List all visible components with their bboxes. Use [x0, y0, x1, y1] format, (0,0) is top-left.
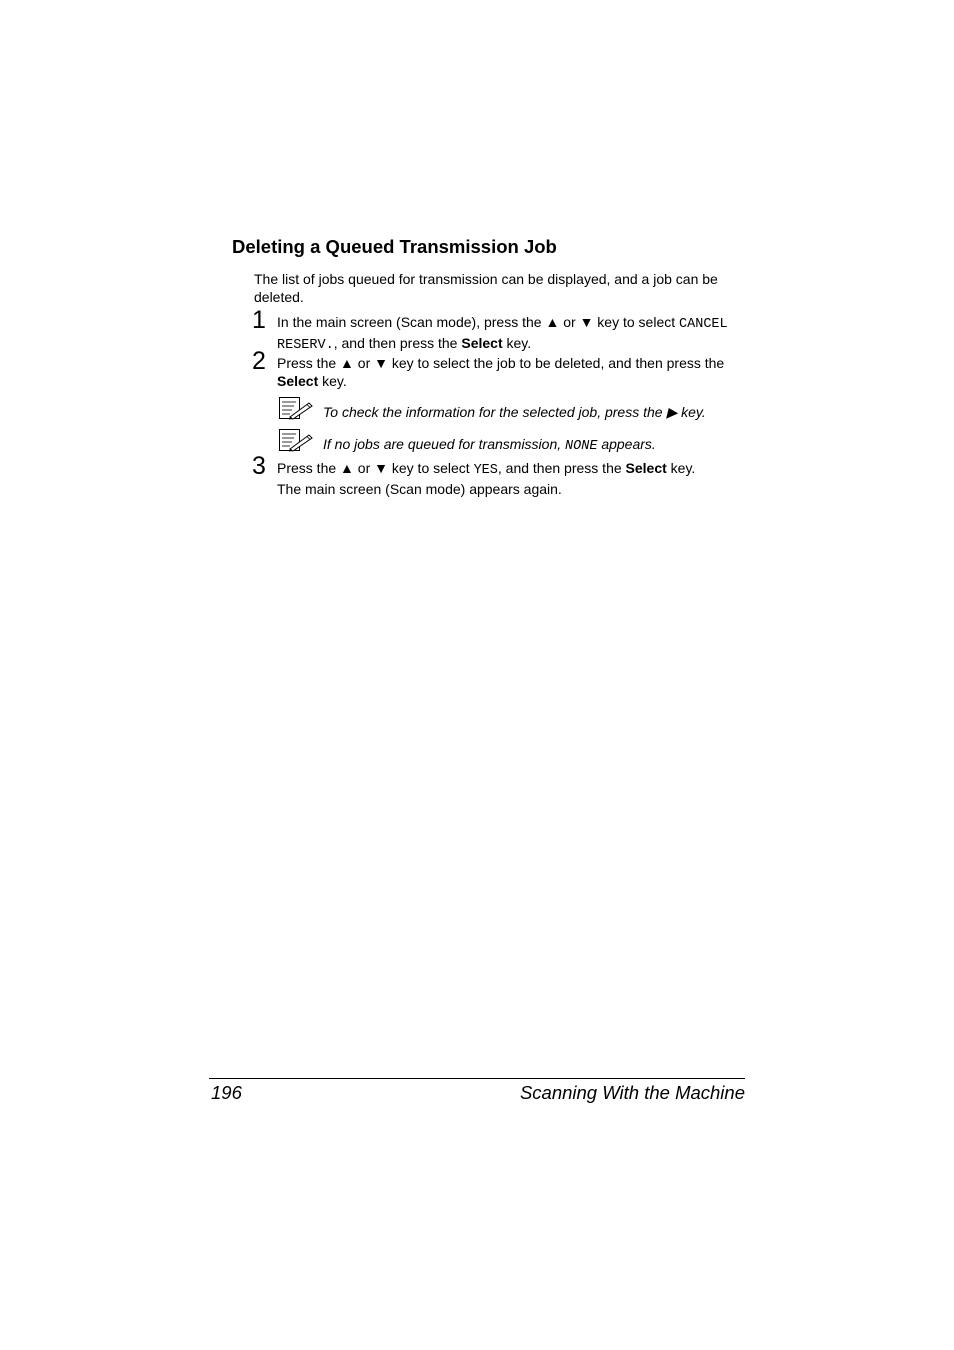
select-key-label: Select — [461, 335, 503, 351]
up-arrow-icon: ▲ — [340, 460, 354, 476]
down-arrow-icon: ▼ — [579, 314, 594, 330]
step-3-number: 3 — [252, 452, 266, 480]
page-number: 196 — [211, 1082, 242, 1103]
step-2-number: 2 — [252, 347, 266, 375]
down-arrow-icon: ▼ — [374, 460, 388, 476]
running-title: Scanning With the Machine — [519, 1082, 745, 1103]
select-key-label: Select — [277, 373, 319, 389]
step-1-number: 1 — [252, 306, 266, 334]
step-2-text: Press the ▲ or ▼ key to select the job to be deleted, and then press the Select key. — [277, 355, 725, 389]
menu-item-code: CANCEL RESERV. — [277, 317, 728, 353]
yes-code: YES — [473, 463, 498, 478]
step-1-text: In the main screen (Scan mode), press the ▲ or ▼ key to select CANCEL RESERV., and then press the Select key. — [277, 314, 728, 353]
note-pencil-icon — [278, 428, 314, 452]
note-1-text: To check the information for the selected job, press the ▶ key. — [323, 404, 706, 420]
select-key-label: Select — [625, 460, 667, 476]
up-arrow-icon: ▲ — [545, 314, 560, 330]
right-arrow-icon: ▶ — [666, 404, 678, 420]
step-3-text: Press the ▲ or ▼ key to select YES, and then press the Select key. The main screen (Scan mode) appears again. — [277, 460, 696, 497]
section-title: Deleting a Queued Transmission Job — [232, 236, 557, 257]
down-arrow-icon: ▼ — [374, 355, 388, 371]
note-pencil-icon — [278, 396, 314, 420]
footer-rule — [209, 1078, 745, 1079]
none-code: NONE — [565, 439, 598, 454]
up-arrow-icon: ▲ — [340, 355, 354, 371]
intro-paragraph: The list of jobs queued for transmission can be displayed, and a job can be deleted. — [254, 271, 718, 305]
step-3-result: The main screen (Scan mode) appears again. — [277, 481, 562, 497]
note-2-text: If no jobs are queued for transmission, NONE appears. — [323, 436, 656, 454]
